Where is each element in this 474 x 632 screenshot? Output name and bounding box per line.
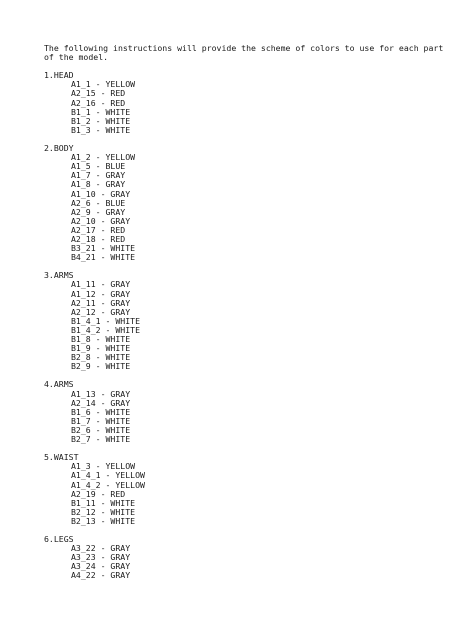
intro-line-2: of the model. [44, 52, 109, 63]
color-assignment-item: A2_15 - RED [71, 88, 126, 99]
color-assignment-item: A2_6 - BLUE [71, 197, 126, 208]
color-assignment-item: A2_9 - GRAY [71, 206, 126, 217]
color-assignment-item: B3_21 - WHITE [71, 243, 136, 254]
color-assignment-item: A2_10 - GRAY [71, 215, 131, 226]
color-assignment-item: B2_8 - WHITE [71, 352, 131, 363]
section-6 [44, 535, 444, 580]
color-assignment-item: B1_3 - WHITE [71, 124, 131, 135]
color-assignment-item: A1_1 - YELLOW [71, 79, 136, 90]
color-assignment-item: A2_12 - GRAY [71, 306, 131, 317]
color-assignment-item: A2_19 - RED [71, 488, 126, 499]
section-2 [44, 144, 444, 262]
color-assignment-item: B1_1 - WHITE [71, 106, 131, 117]
color-assignment-item: B1_4_2 - WHITE [71, 324, 141, 335]
color-assignment-item: B2_9 - WHITE [71, 361, 131, 372]
color-assignment-item: B1_9 - WHITE [71, 343, 131, 354]
color-assignment-item: B1_4_1 - WHITE [71, 315, 141, 326]
color-assignment-item: A1_10 - GRAY [71, 188, 131, 199]
color-assignment-item: A1_7 - GRAY [71, 170, 126, 181]
section-title: 6.LEGS [44, 534, 74, 545]
color-assignment-item: B2_7 - WHITE [71, 434, 131, 445]
color-assignment-item: A3_22 - GRAY [71, 543, 131, 554]
color-assignment-item: B4_21 - WHITE [71, 252, 136, 263]
color-assignment-item: A1_4_1 - YELLOW [71, 470, 145, 481]
section-5 [44, 453, 444, 526]
section-3 [44, 271, 444, 371]
section-item-list [44, 544, 444, 580]
color-assignment-item: A1_8 - GRAY [71, 179, 126, 190]
color-assignment-item: A1_12 - GRAY [71, 288, 131, 299]
document-page [44, 44, 444, 590]
color-assignment-item: A1_13 - GRAY [71, 388, 131, 399]
color-assignment-item: A1_3 - YELLOW [71, 461, 136, 472]
color-assignment-item: A2_11 - GRAY [71, 297, 131, 308]
section-item-list [44, 80, 444, 135]
color-assignment-item: A4_22 - GRAY [71, 570, 131, 581]
color-assignment-item: B2_6 - WHITE [71, 424, 131, 435]
color-assignment-item: B1_7 - WHITE [71, 415, 131, 426]
color-assignment-item: B1_2 - WHITE [71, 115, 131, 126]
color-assignment-item: A2_18 - RED [71, 233, 126, 244]
section-item-list [44, 390, 444, 445]
section-title: 3.ARMS [44, 270, 74, 281]
intro-line-1: The following instructions will provide the scheme of colors to use for each part [44, 43, 444, 53]
color-assignment-item: A1_11 - GRAY [71, 279, 131, 290]
section-title: 1.HEAD [44, 70, 74, 81]
color-assignment-item: B1_8 - WHITE [71, 334, 131, 344]
color-assignment-item: A2_16 - RED [71, 97, 126, 108]
color-scheme-sections [44, 71, 444, 580]
section-title: 4.ARMS [44, 379, 74, 390]
color-assignment-item: A3_24 - GRAY [71, 561, 131, 572]
section-title: 5.WAIST [44, 452, 79, 463]
color-assignment-item: A1_4_2 - YELLOW [71, 479, 145, 490]
section-item-list [44, 462, 444, 526]
section-4 [44, 380, 444, 444]
section-item-list [44, 153, 444, 262]
color-assignment-item: B2_13 - WHITE [71, 515, 136, 526]
color-assignment-item: A1_5 - BLUE [71, 161, 126, 172]
section-title: 2.BODY [44, 143, 74, 154]
color-assignment-item: B2_12 - WHITE [71, 506, 136, 517]
color-assignment-item: A2_14 - GRAY [71, 397, 131, 408]
color-assignment-item: A2_17 - RED [71, 224, 126, 235]
color-assignment-item: A3_23 - GRAY [71, 552, 131, 563]
section-item-list [44, 280, 444, 371]
color-assignment-item: B1_6 - WHITE [71, 406, 131, 417]
section-1 [44, 71, 444, 135]
color-assignment-item: A1_2 - YELLOW [71, 152, 136, 163]
color-assignment-item: B1_11 - WHITE [71, 497, 136, 508]
intro-paragraph [44, 44, 444, 62]
